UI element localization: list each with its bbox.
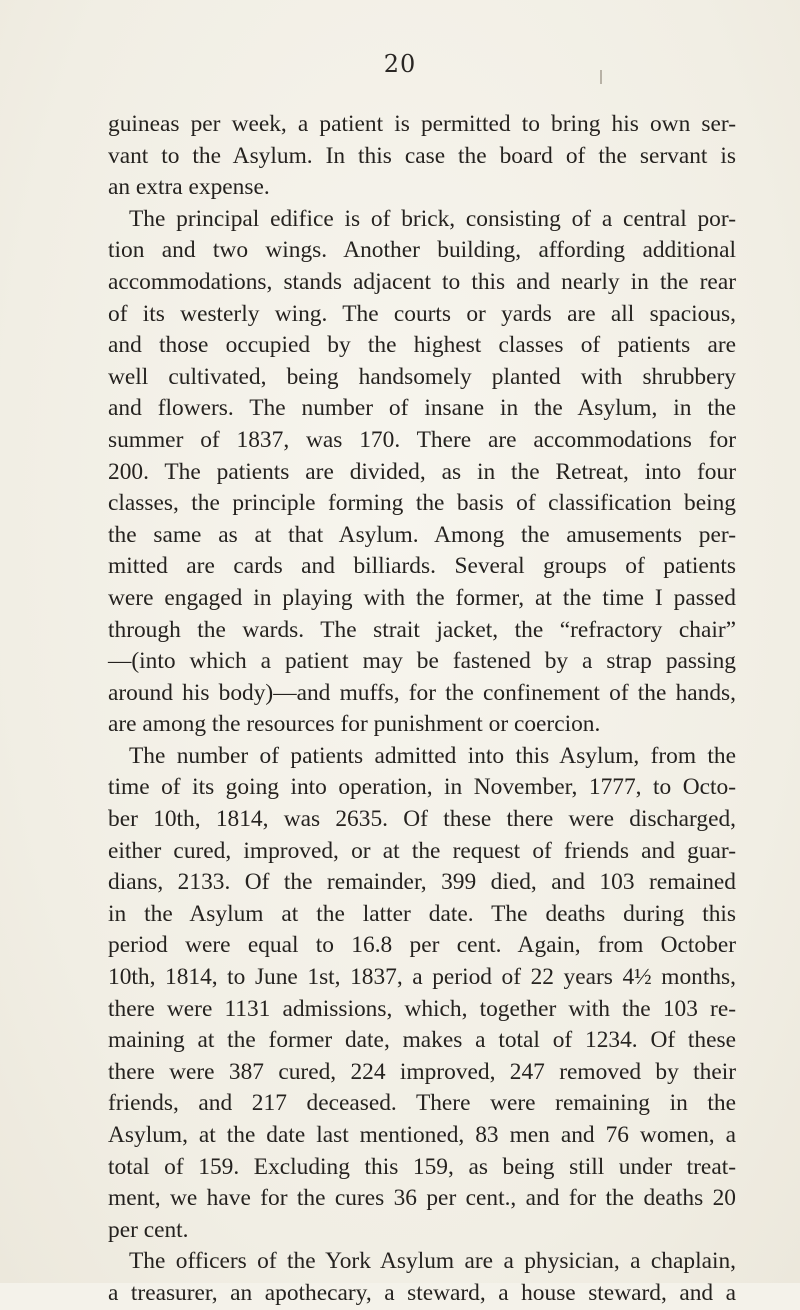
text-line: dians, 2133. Of the remainder, 399 died, and 103 remained xyxy=(108,869,736,896)
text-line: maining at the former date, makes a total of 1234. Of these xyxy=(108,1027,736,1054)
text-line: of its westerly wing. The courts or yards are all spacious, xyxy=(108,300,736,327)
text-line: guineas per week, a patient is permitted to bring his own ser- xyxy=(108,111,736,137)
text-line: in the Asylum at the latter date. The deaths during this xyxy=(108,900,736,927)
text-line: there were 387 cured, 224 improved, 247 removed by their xyxy=(108,1058,736,1085)
text-line: 200. The patients are divided, as in the Retreat, into four xyxy=(108,458,736,485)
text-line: accommodations, stands adjacent to this and nearly in the rear xyxy=(108,268,736,295)
text-line: vant to the Asylum. In this case the board of the servant is xyxy=(108,142,736,169)
text-line: are among the resources for punishment or coercion. xyxy=(108,711,601,738)
body-text xyxy=(108,109,736,1310)
text-line: either cured, improved, or at the request of friends and guar- xyxy=(108,837,736,864)
text-line: per cent. xyxy=(108,1216,189,1243)
text-line: ber 10th, 1814, was 2635. Of these there were discharged, xyxy=(108,806,736,833)
page-number: 20 xyxy=(383,50,417,78)
text-line: classes, the principle forming the basis of classification being xyxy=(108,490,736,517)
text-line: the same as at that Asylum. Among the amusements per- xyxy=(108,521,736,548)
text-line: total of 159. Excluding this 159, as being still under treat- xyxy=(108,1153,736,1180)
text-line: and those occupied by the highest classes of patients are xyxy=(108,332,736,359)
text-line: well cultivated, being handsomely planted with shrubbery xyxy=(108,363,736,390)
text-line: The officers of the York Asylum are a physician, a chaplain, xyxy=(129,1248,736,1275)
text-line: 10th, 1814, to June 1st, 1837, a period of 22 years 4½ months, xyxy=(108,964,736,991)
text-line: Asylum, at the date last mentioned, 83 men and 76 women, a xyxy=(108,1122,736,1148)
text-line: friends, and 217 deceased. There were remaining in the xyxy=(108,1090,736,1117)
text-line: period were equal to 16.8 per cent. Again, from October xyxy=(108,932,736,959)
text-line: an extra expense. xyxy=(108,174,270,201)
text-line: time of its going into operation, in November, 1777, to Octo- xyxy=(108,774,736,801)
text-line: mitted are cards and billiards. Several groups of patients xyxy=(108,553,736,580)
text-line: were engaged in playing with the former, at the time I passed xyxy=(108,584,736,611)
text-line: The principal edifice is of brick, consisting of a central por- xyxy=(129,205,736,232)
text-line: a treasurer, an apothecary, a steward, a house steward, and a xyxy=(108,1279,736,1306)
text-line: ment, we have for the cures 36 per cent., and for the deaths 20 xyxy=(108,1185,736,1212)
text-line: through the wards. The strait jacket, the “refractory chair” xyxy=(108,616,736,643)
text-line: and flowers. The number of insane in the Asylum, in the xyxy=(108,395,736,422)
text-line: —(into which a patient may be fastened by a strap passing xyxy=(108,648,736,675)
text-line: tion and two wings. Another building, affording additional xyxy=(108,237,736,264)
text-line: around his body)—and muffs, for the confinement of the hands, xyxy=(108,679,736,706)
text-line: The number of patients admitted into this Asylum, from the xyxy=(129,742,736,769)
text-line: summer of 1837, was 170. There are accommodations for xyxy=(108,426,736,453)
text-line: there were 1131 admissions, which, together with the 103 re- xyxy=(108,995,736,1022)
